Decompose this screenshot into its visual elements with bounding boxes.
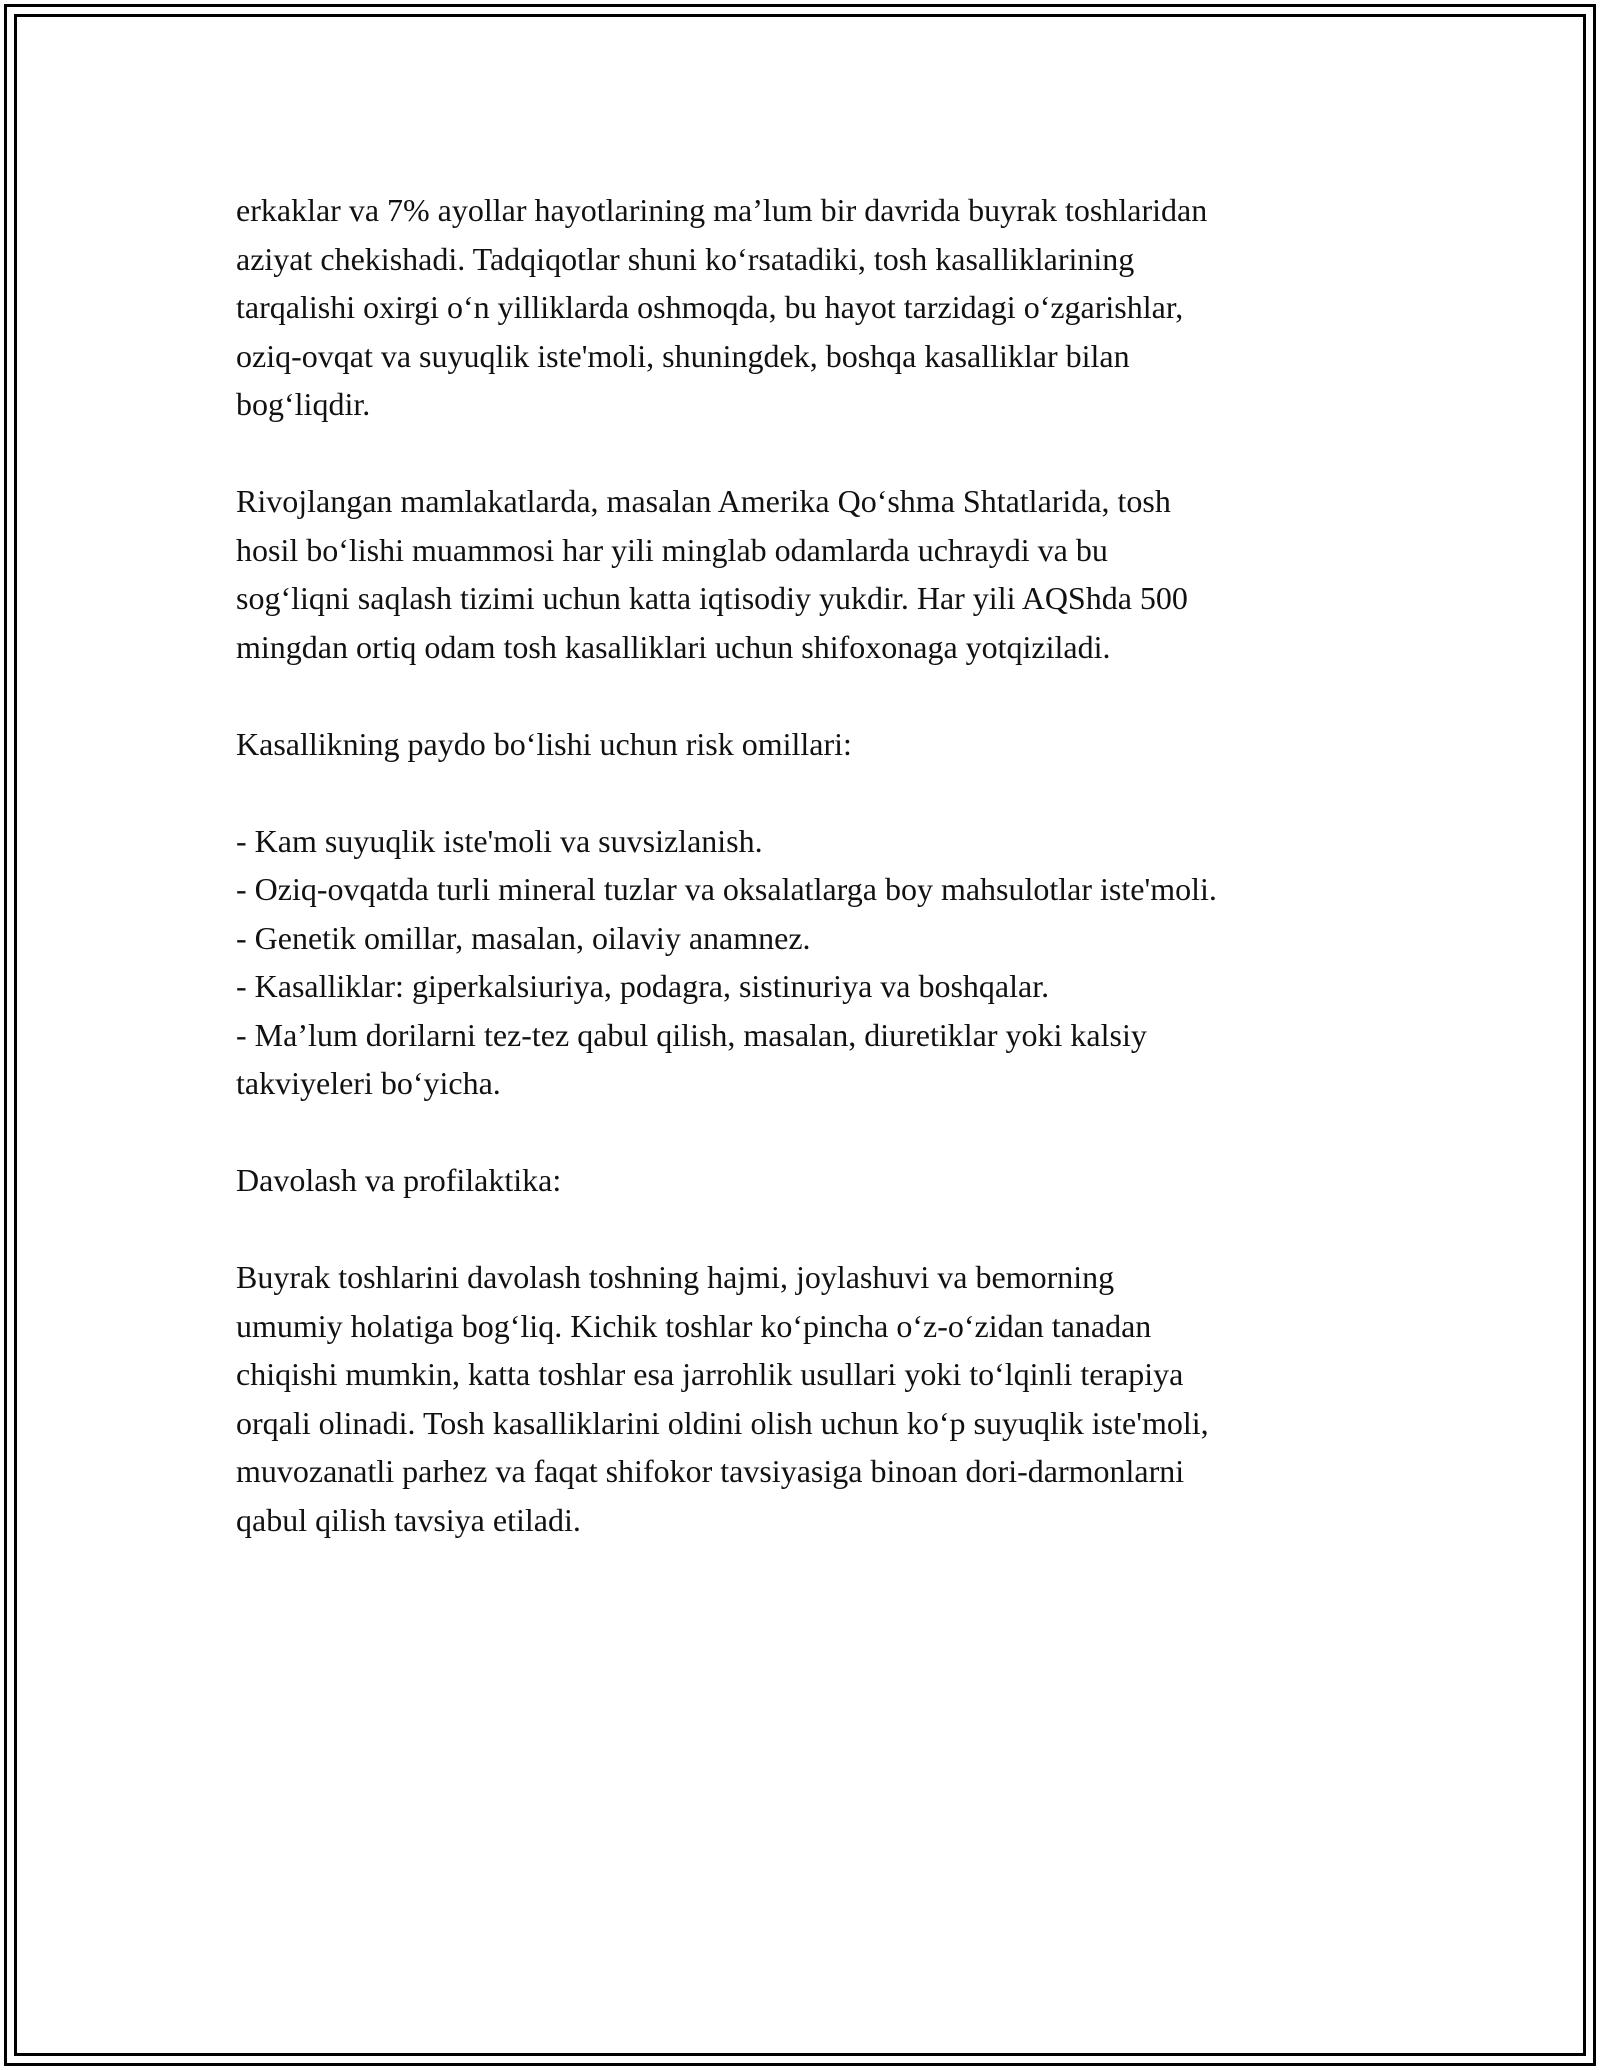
text-line: muvozanatli parhez va faqat shifokor tavsiyasiga binoan dori-darmonlarni: [236, 1453, 1185, 1489]
text-line: sog‘liqni saqlash tizimi uchun katta iqtisodiy yukdir. Har yili AQShda 500: [236, 580, 1188, 616]
list-item-text: - Kasalliklar: giperkalsiuriya, podagra, sistinuriya va boshqalar.: [236, 968, 1050, 1004]
text-line: oziq-ovqat va suyuqlik iste'moli, shuningdek, boshqa kasalliklar bilan: [236, 337, 1130, 374]
text-line: orqali olinadi. Tosh kasalliklarini oldini olish uchun ko‘p suyuqlik iste'moli,: [236, 1404, 1209, 1441]
text-line: tarqalishi oxirgi o‘n yilliklarda oshmoqda, bu hayot tarzidagi o‘zgarishlar,: [236, 289, 1184, 325]
document-body: [236, 186, 1366, 1593]
list-item-text: takviyeleri bo‘yicha.: [236, 1065, 501, 1101]
risk-factors-list: [236, 817, 1366, 1108]
risk-factors-heading: [236, 720, 1366, 769]
list-item: [236, 1011, 1366, 1108]
text-line: qabul qilish tavsiya etiladi.: [236, 1501, 581, 1538]
list-item-text: - Kam suyuqlik iste'moli va suvsizlanish.: [236, 822, 763, 859]
text-line: Buyrak toshlarini davolash toshning hajmi, joylashuvi va bemorning: [236, 1259, 1115, 1295]
intro-paragraph: [236, 186, 1366, 429]
list-item-text: - Oziq-ovqatda turli mineral tuzlar va oksalatlarga boy mahsulotlar iste'moli.: [236, 871, 1217, 907]
text-line: erkaklar va 7% ayollar hayotlarining ma’lum bir davrida buyrak toshlaridan: [236, 192, 1208, 228]
treatment-paragraph: [236, 1253, 1366, 1544]
list-item: [236, 914, 1366, 963]
text-line: Rivojlangan mamlakatlarda, masalan Amerika Qo‘shma Shtatlarida, tosh: [236, 483, 1171, 519]
text-line: aziyat chekishadi. Tadqiqotlar shuni ko‘rsatadiki, tosh kasalliklarining: [236, 240, 1135, 277]
text-line: hosil bo‘lishi muammosi har yili minglab odamlarda uchraydi va bu: [236, 531, 1108, 568]
usa-paragraph: [236, 477, 1366, 671]
text-line: umumiy holatiga bog‘liq. Kichik toshlar ko‘pincha o‘z-o‘zidan tanadan: [236, 1307, 1152, 1344]
text-line: chiqishi mumkin, katta toshlar esa jarrohlik usullari yoki to‘lqinli terapiya: [236, 1356, 1184, 1392]
heading-text: Davolash va profilaktika:: [236, 1162, 562, 1198]
list-item-text: - Genetik omillar, masalan, oilaviy anamnez.: [236, 919, 811, 956]
text-line: bog‘liqdir.: [236, 386, 371, 422]
list-item: [236, 817, 1366, 866]
list-item-text: - Ma’lum dorilarni tez-tez qabul qilish, masalan, diuretiklar yoki kalsiy: [236, 1016, 1147, 1053]
text-line: mingdan ortiq odam tosh kasalliklari uchun shifoxonaga yotqiziladi.: [236, 628, 1111, 665]
treatment-heading: [236, 1156, 1366, 1205]
list-item: [236, 962, 1366, 1011]
list-item: [236, 865, 1366, 914]
heading-text: Kasallikning paydo bo‘lishi uchun risk omillari:: [236, 725, 852, 762]
